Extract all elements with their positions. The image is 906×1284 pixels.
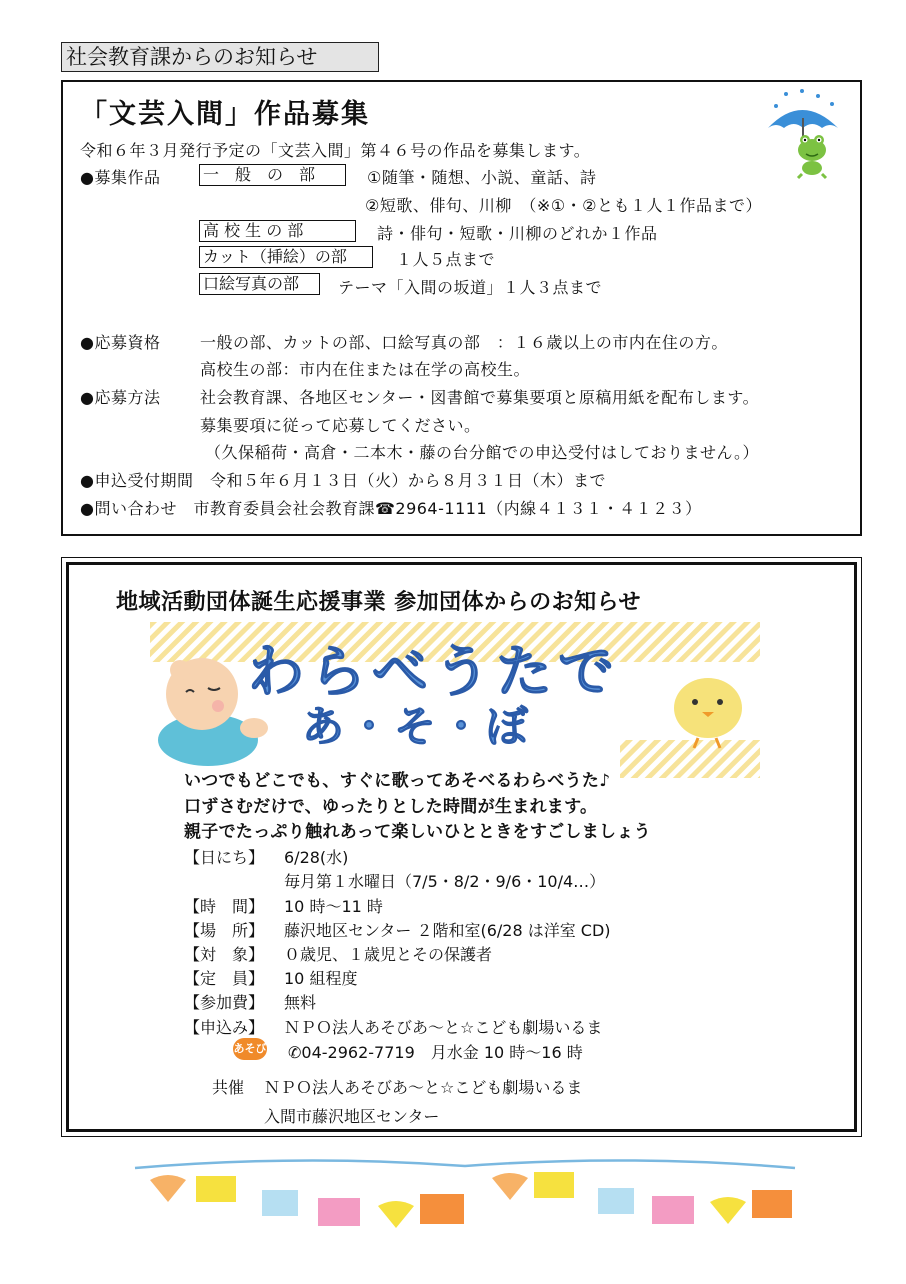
- notice-lead: 令和６年３月発行予定の「文芸入間」第４６号の作品を募集します。: [80, 141, 591, 160]
- frog-umbrella-illustration: [762, 88, 844, 180]
- eligibility-label: ●応募資格: [80, 333, 161, 352]
- category-general-desc2: ②短歌、俳句、川柳 （※①・②とも１人１作品まで）: [365, 196, 762, 215]
- category-photo: 口絵写真の部: [199, 273, 320, 295]
- method-2: 募集要項に従って応募してください。: [200, 416, 481, 435]
- detail-key: 【場 所】: [184, 921, 265, 940]
- banner-title-line2: あ・そ・ぼ: [302, 702, 533, 751]
- clothesline-decoration: [130, 1150, 800, 1242]
- intro-line-2: 口ずさむだけで、ゆったりとした時間が生まれます。: [184, 797, 598, 817]
- category-photo-desc: テーマ「入間の坂道」１人３点まで: [338, 278, 603, 297]
- cosponsor-label: 共催: [212, 1078, 245, 1097]
- detail-value: 10 時～11 時: [284, 897, 383, 916]
- notice-title-warabeuta: 地域活動団体誕生応援事業 参加団体からのお知らせ: [116, 590, 642, 615]
- phone-icon: ✆: [288, 1043, 302, 1062]
- notice-title-bungei: 「文芸入間」作品募集: [80, 99, 370, 130]
- eligibility-2: 高校生の部：市内在住または在学の高校生。: [200, 360, 531, 379]
- works-label: ●募集作品: [80, 168, 161, 187]
- method-3: （久保稲荷・高倉・二本木・藤の台分館での申込受付はしておりません。）: [205, 443, 759, 462]
- banner-title-line1: わらべうたで: [248, 640, 620, 705]
- category-cut-desc: １人５点まで: [396, 250, 496, 269]
- asobiart-logo: あそび: [233, 1038, 267, 1060]
- detail-value: ＮＰＯ法人あそびあ～と☆こども劇場いるま: [284, 1018, 603, 1037]
- cosponsor-2: 入間市藤沢地区センター: [264, 1107, 440, 1126]
- detail-row: [184, 894, 383, 917]
- intro-line-1: いつでもどこでも、すぐに歌ってあそべるわらべうた♪: [184, 771, 611, 791]
- detail-value: 無料: [284, 993, 317, 1012]
- method-label: ●応募方法: [80, 388, 161, 407]
- detail-value: 毎月第１水曜日（7/5・8/2・9/6・10/4…）: [284, 872, 606, 891]
- eligibility-1: 一般の部、カットの部、口絵写真の部 ：１６歳以上の市内在住の方。: [200, 333, 728, 352]
- detail-row: [184, 918, 611, 941]
- detail-key: 【参加費】: [184, 993, 265, 1012]
- detail-key: 【日にち】: [184, 848, 265, 867]
- detail-key: 【定 員】: [184, 969, 265, 988]
- detail-value: 10 組程度: [284, 969, 358, 988]
- detail-row: [184, 966, 357, 989]
- phone-text: 04-2962-7719 月水金 10 時～16 時: [301, 1043, 583, 1062]
- category-general: 一 般 の 部: [199, 164, 346, 186]
- category-general-desc1: ①随筆・随想、小説、童話、詩: [367, 168, 597, 187]
- detail-row: [184, 942, 492, 965]
- detail-value: 6/28(水): [284, 848, 349, 867]
- phone-row: [288, 1040, 583, 1063]
- application-period: ●申込受付期間 令和５年６月１３日（火）から８月３１日（木）まで: [80, 471, 606, 490]
- category-cut: カット（挿絵）の部: [199, 246, 373, 268]
- detail-row: [184, 1015, 602, 1038]
- detail-key: 【対 象】: [184, 945, 265, 964]
- section-tag: 社会教育課からのお知らせ: [61, 42, 379, 72]
- method-1: 社会教育課、各地区センター・図書館で募集要項と原稿用紙を配布します。: [200, 388, 760, 407]
- detail-row: [184, 990, 316, 1013]
- detail-key: 【時 間】: [184, 897, 265, 916]
- detail-row: [184, 869, 605, 892]
- cosponsor-1: ＮＰＯ法人あそびあ～と☆こども劇場いるま: [264, 1078, 583, 1097]
- detail-value: 藤沢地区センター ２階和室(6/28 は洋室 CD): [284, 921, 611, 940]
- detail-key: 【申込み】: [184, 1018, 265, 1037]
- contact: ●問い合わせ 市教育委員会社会教育課☎2964-1111（内線４１３１・４１２３）: [80, 499, 702, 518]
- chick-illustration: [674, 678, 742, 748]
- hanging-clothes: [150, 1172, 792, 1228]
- intro-line-3: 親子でたっぷり触れあって楽しいひとときをすごしましょう: [184, 822, 651, 842]
- category-highschool-desc: 詩・俳句・短歌・川柳のどれか１作品: [377, 224, 658, 243]
- detail-value: ０歳児、１歳児とその保護者: [284, 945, 493, 964]
- category-highschool: 高 校 生 の 部: [199, 220, 356, 242]
- detail-row: [184, 845, 348, 868]
